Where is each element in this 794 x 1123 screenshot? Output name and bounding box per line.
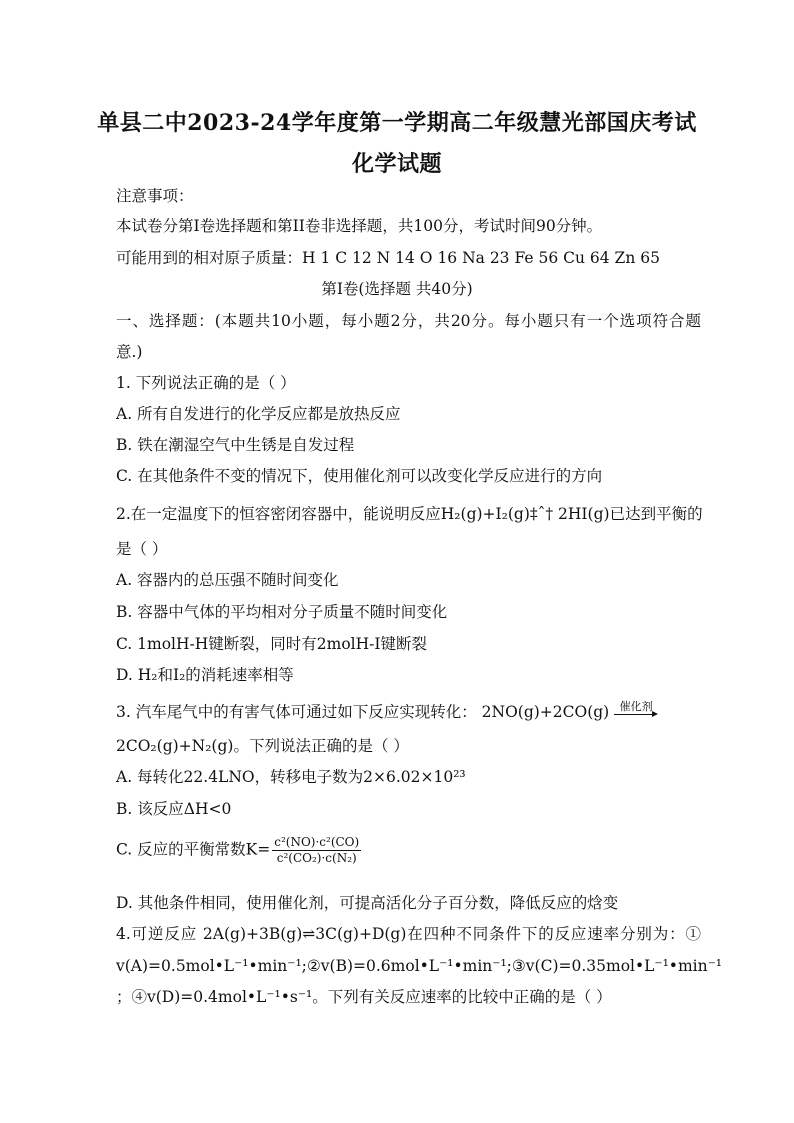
q2-option-c: C. 1molH-H键断裂，同时有2molH-I键断裂 (116, 635, 428, 653)
notice-heading: 注意事项： (116, 187, 194, 205)
notice-line-2: 可能用到的相对原子质量：H 1 C 12 N 14 O 16 Na 23 Fe 56 Cu 64 Zn 65 (116, 249, 660, 267)
q4-stem-line-1: 4.可逆反应 2A(g)+3B(g)⇌3C(g)+D(g)在四种不同条件下的反应速率分别为：① (116, 925, 701, 943)
q1-option-c: C. 在其他条件不变的情况下，使用催化剂可以改变化学反应进行的方向 (116, 467, 603, 485)
q3-option-b: B. 该反应ΔH<0 (116, 800, 232, 818)
q2-stem-cont: 是（ ） (116, 540, 168, 558)
q3-stem-cont: 2CO₂(g)+N₂(g)。下列说法正确的是（ ） (116, 737, 409, 755)
fraction-denominator: c²(CO₂)·c(N₂) (276, 851, 357, 865)
q1-option-b: B. 铁在潮湿空气中生锈是自发过程 (116, 436, 355, 454)
catalyst-arrow-icon (614, 700, 658, 720)
exam-subtitle: 化学试题 (351, 151, 442, 177)
q3-option-c (116, 835, 701, 866)
section-instruction-cont: 意.) (116, 343, 143, 361)
q2-option-b: B. 容器中气体的平均相对分子质量不随时间变化 (116, 603, 448, 621)
q3-option-a: A. 每转化22.4LNO，转移电子数为2×6.02×10²³ (116, 768, 466, 786)
catalyst-label: 催化剂 (619, 700, 653, 713)
q3-option-d: D. 其他条件相同，使用催化剂，可提高活化分子百分数，降低反应的焓变 (116, 894, 619, 912)
q3-option-c-text: C. 反应的平衡常数K= (116, 840, 271, 859)
q1-option-a: A. 所有自发进行的化学反应都是放热反应 (116, 405, 401, 423)
exam-title: 单县二中2023-24学年度第一学期高二年级慧光部国庆考试 (97, 110, 697, 136)
q4-stem-line-3: ；④v(D)=0.4mol•L⁻¹•s⁻¹。下列有关反应速率的比较中正确的是（ ） (116, 988, 612, 1006)
notice-line-1: 本试卷分第I卷选择题和第II卷非选择题，共100分，考试时间90分钟。 (116, 217, 603, 235)
q2-option-a: A. 容器内的总压强不随时间变化 (116, 571, 339, 589)
q3-stem-text: 3. 汽车尾气中的有害气体可通过如下反应实现转化： 2NO(g)+2CO(g) (116, 703, 610, 721)
q2-stem: 2.在一定温度下的恒容密闭容器中，能说明反应H₂(g)+I₂(g)‡ˆ† 2HI(g)已达到平衡的 (116, 505, 703, 523)
q2-option-d: D. H₂和I₂的消耗速率相等 (116, 666, 294, 684)
q3-stem (116, 702, 701, 722)
fraction-numerator: c²(NO)·c²(CO) (274, 835, 360, 849)
section-heading: 第I卷(选择题 共40分) (321, 280, 473, 298)
section-instruction: 一、选择题：(本题共10小题，每小题2分，共20分。每小题只有一个选项符合题 (116, 312, 701, 330)
q1-stem: 1. 下列说法正确的是（ ） (116, 374, 296, 392)
equilibrium-fraction (272, 835, 361, 866)
q4-stem-line-2: v(A)=0.5mol•L⁻¹•min⁻¹;②v(B)=0.6mol•L⁻¹•min⁻¹;③v(C)=0.35mol•L⁻¹•min⁻¹ (116, 957, 722, 975)
